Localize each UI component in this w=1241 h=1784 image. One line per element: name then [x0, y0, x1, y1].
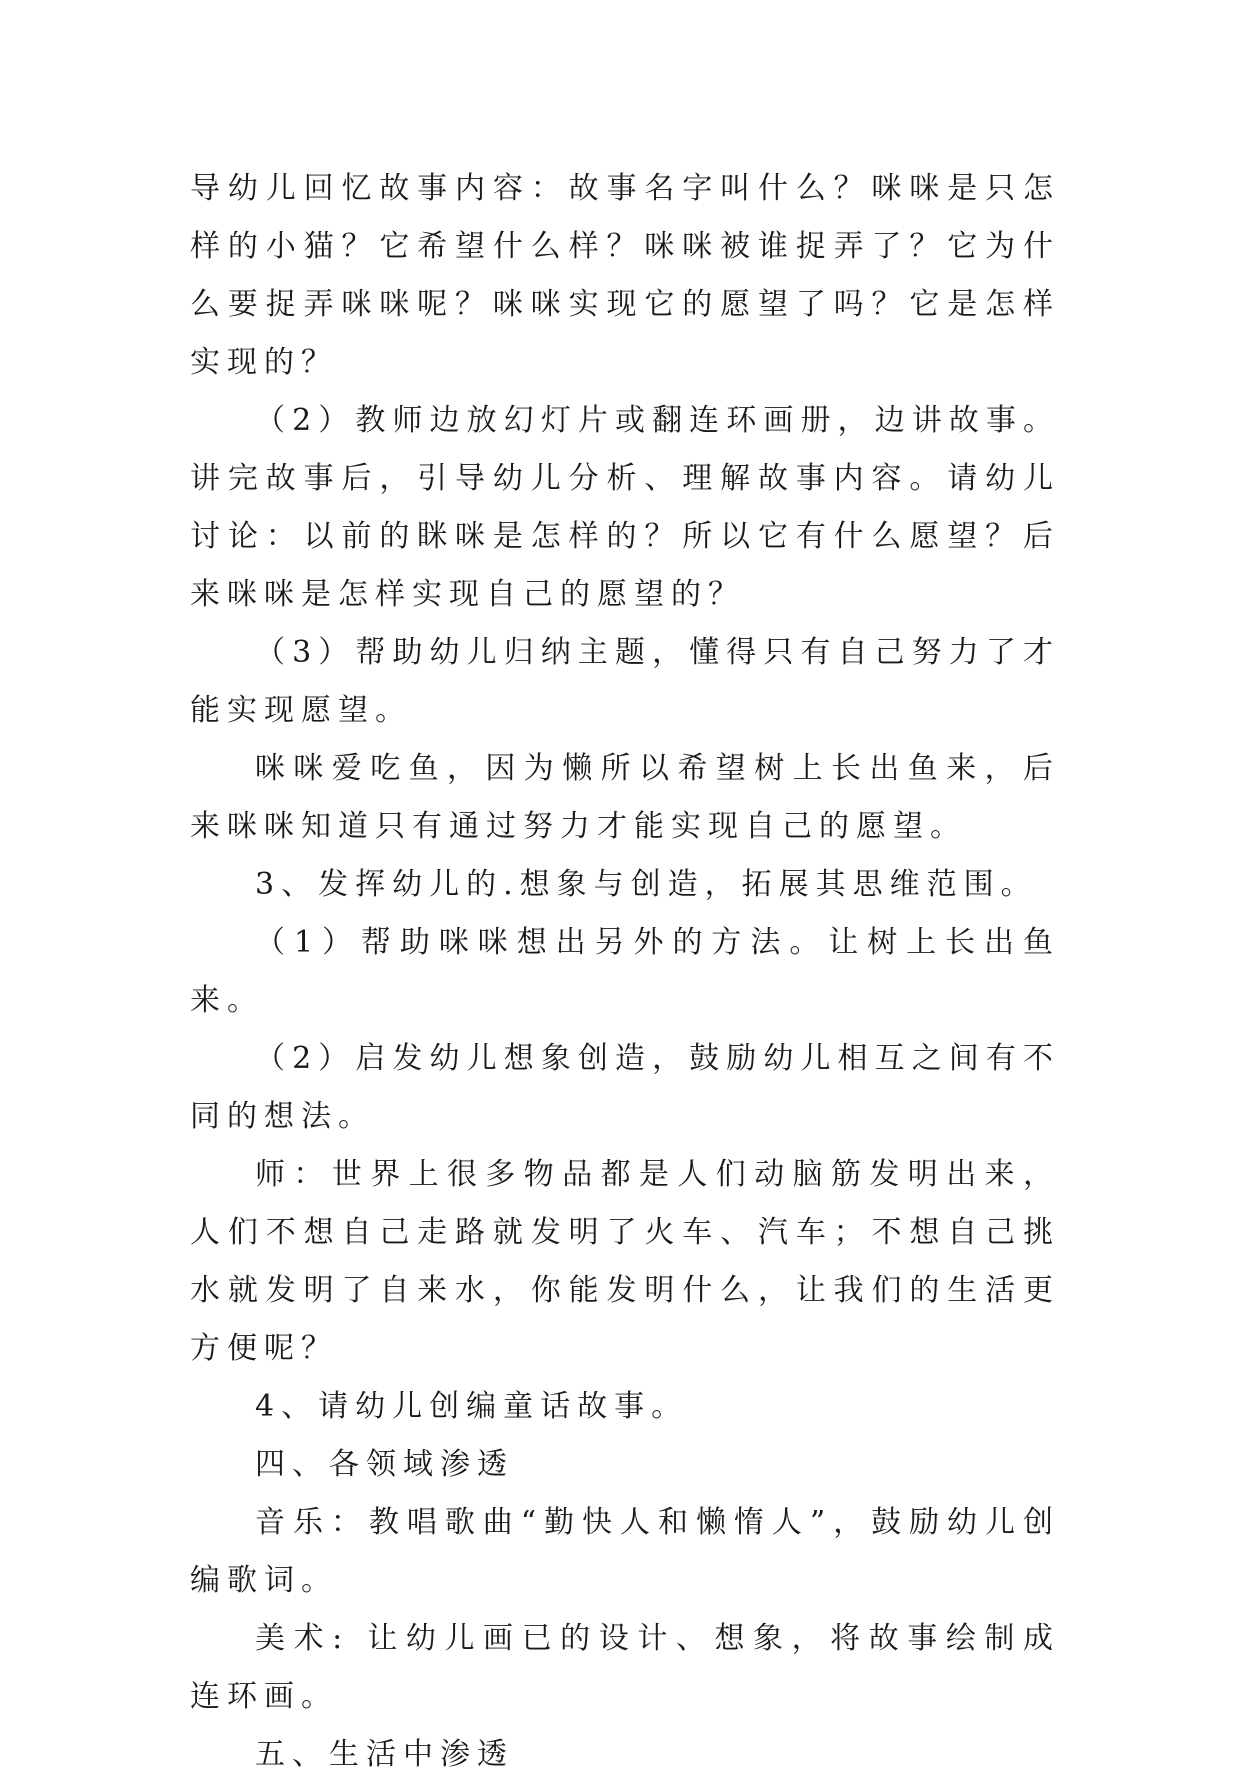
- paragraph-music: 音乐：教唱歌曲“勤快人和懒惰人”，鼓励幼儿创编歌词。: [190, 1505, 1060, 1598]
- paragraph-3: （3）帮助幼儿归纳主题，懂得只有自己努力了才能实现愿望。: [190, 635, 1060, 728]
- paragraph-4: 咪咪爱吃鱼，因为懒所以希望树上长出鱼来，后来咪咪知道只有通过努力才能实现自己的愿望。: [190, 751, 1060, 844]
- paragraph-7: （2）启发幼儿想象创造，鼓励幼儿相互之间有不同的想法。: [190, 1041, 1060, 1134]
- paragraph-5: 3、发挥幼儿的.想象与创造，拓展其思维范围。: [255, 867, 1038, 902]
- paragraph-6: （1）帮助咪咪想出另外的方法。让树上长出鱼来。: [190, 925, 1060, 1018]
- paragraph-1: 导幼儿回忆故事内容：故事名字叫什么？咪咪是只怎样的小猫？它希望什么样？咪咪被谁捉弄了？它为什么要捉弄咪咪呢？咪咪实现它的愿望了吗？它是怎样实现的？: [190, 171, 1060, 380]
- paragraph-2: （2）教师边放幻灯片或翻连环画册，边讲故事。讲完故事后，引导幼儿分析、理解故事内容。请幼儿讨论：以前的眯咪是怎样的？所以它有什么愿望？后来咪咪是怎样实现自己的愿望的？: [190, 403, 1060, 612]
- paragraph-8: 师：世界上很多物品都是人们动脑筋发明出来，人们不想自己走路就发明了火车、汽车；不想自己挑水就发明了自来水，你能发明什么，让我们的生活更方便呢？: [190, 1157, 1060, 1366]
- document-body: [190, 160, 1060, 1784]
- paragraph-9: 4、请幼儿创编童话故事。: [255, 1389, 689, 1424]
- section-heading-4: 四、各领域渗透: [255, 1447, 514, 1482]
- paragraph-art: 美术: 让幼儿画已的设计、想象，将故事绘制成连环画。: [190, 1621, 1060, 1714]
- section-heading-5: 五、生活中渗透: [255, 1737, 514, 1772]
